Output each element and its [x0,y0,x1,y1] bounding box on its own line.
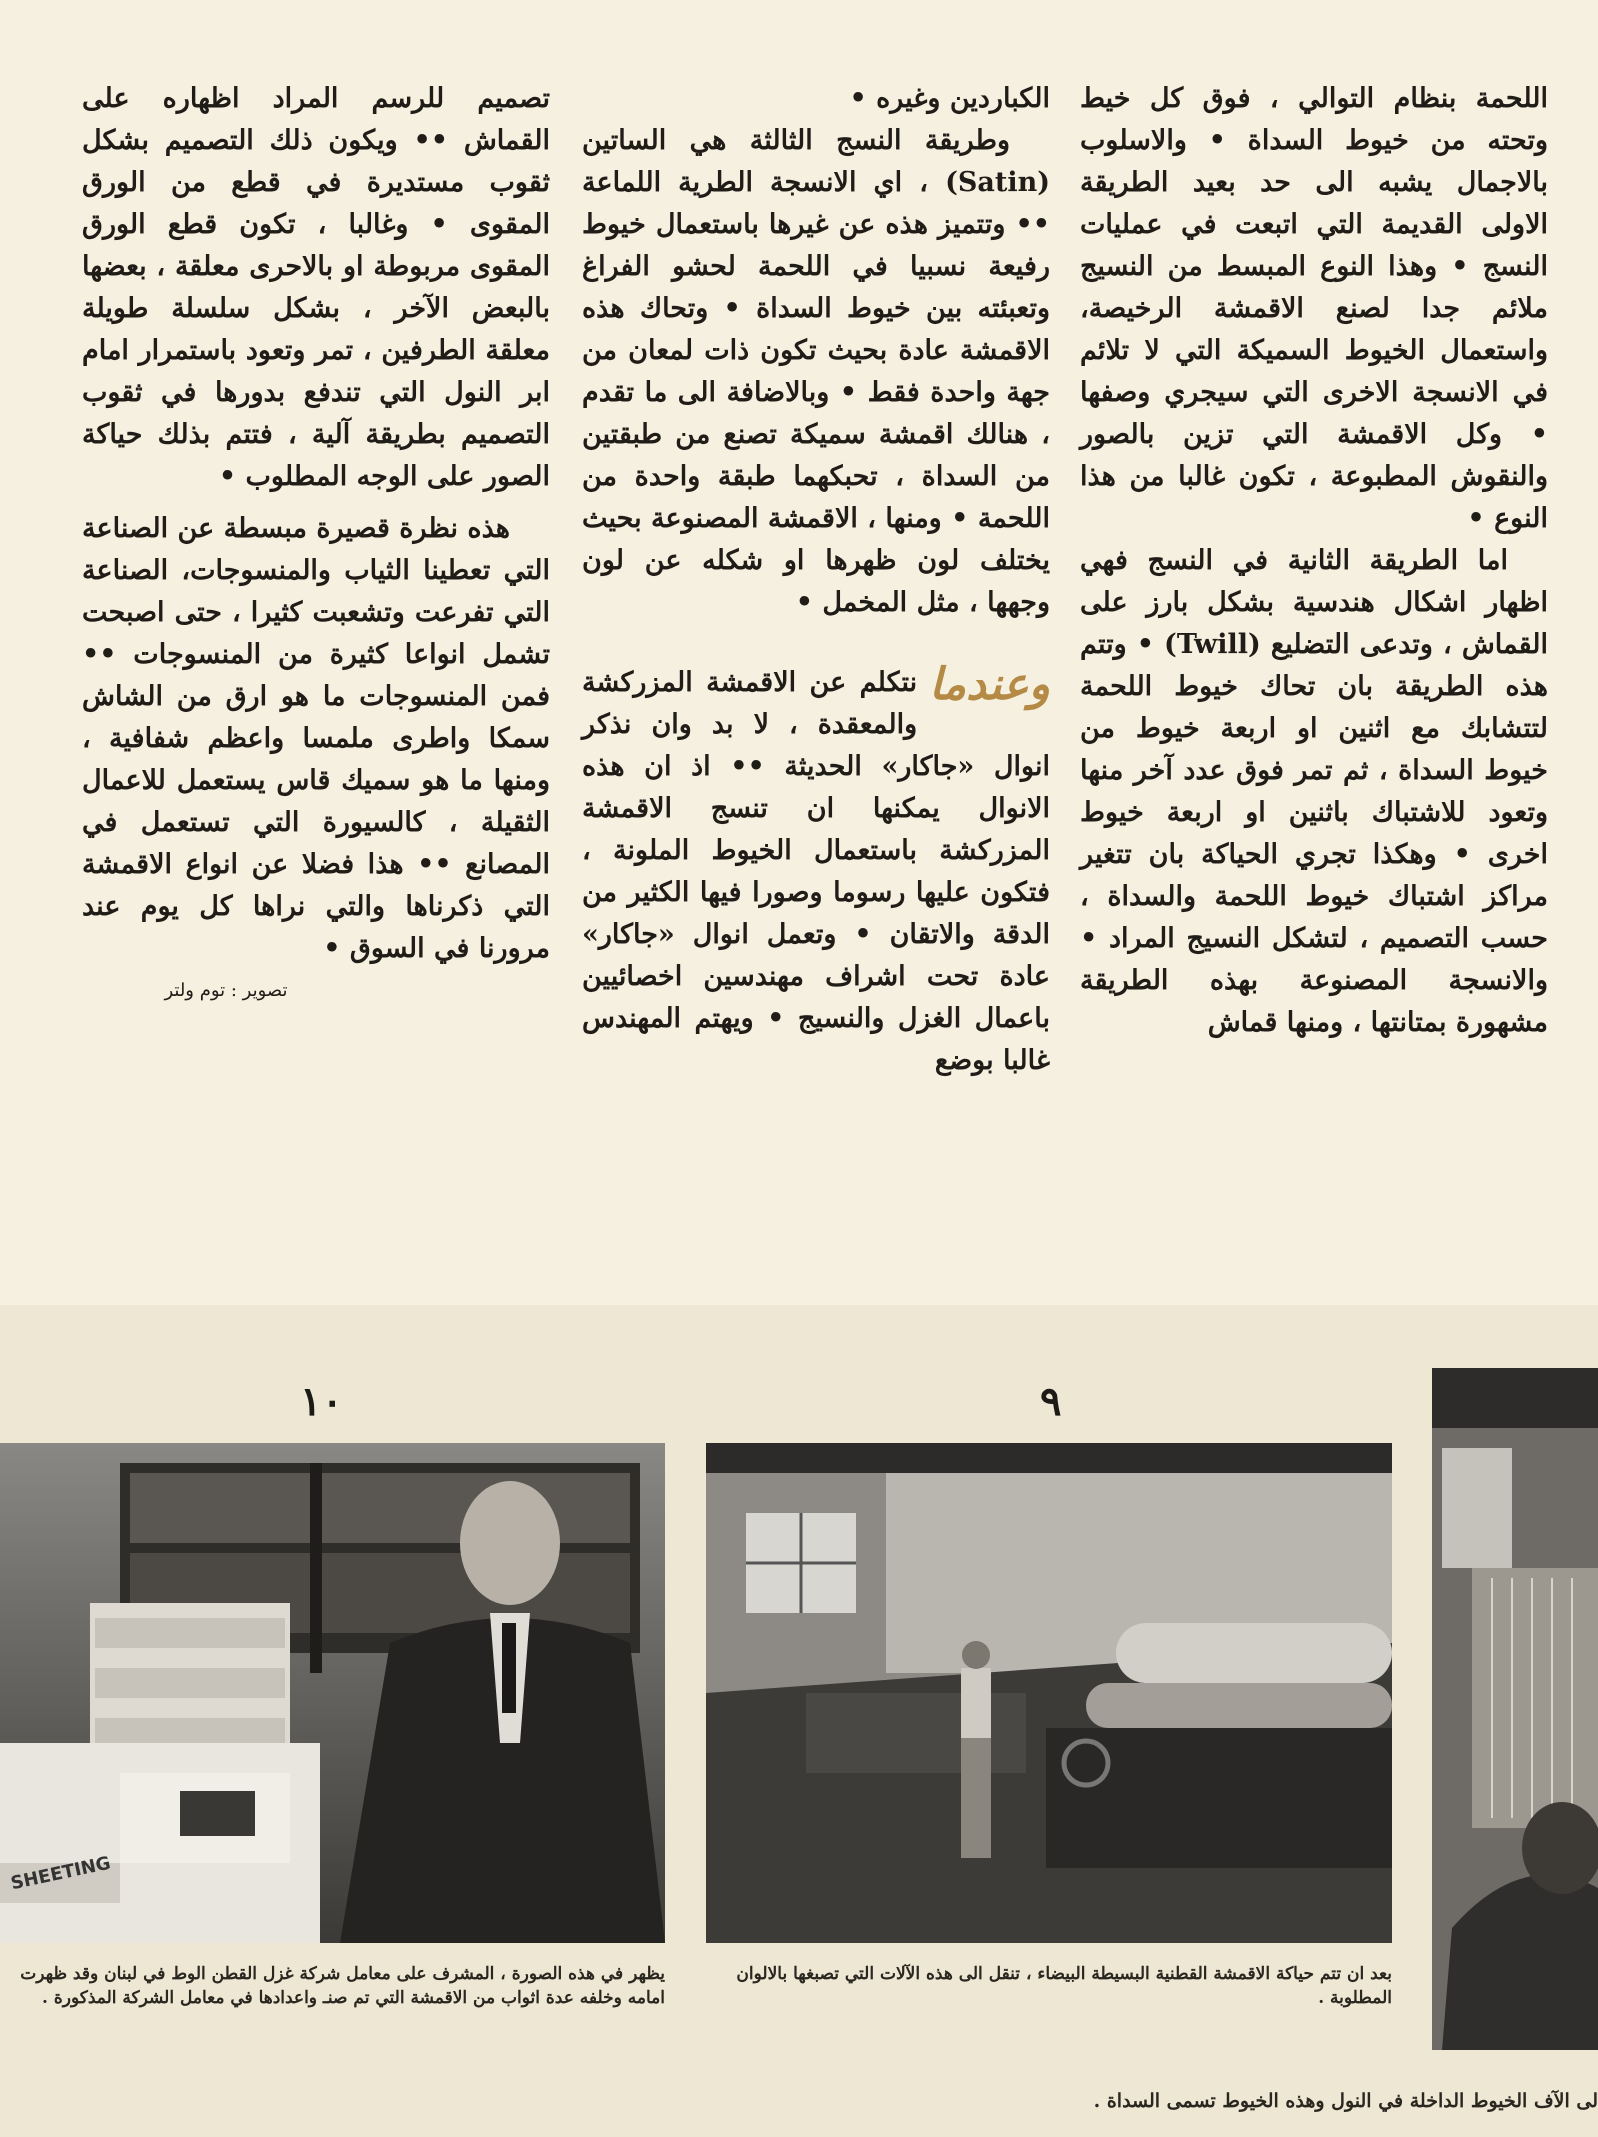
page-number-9: ٩ [1040,1378,1062,1425]
paragraph: الكباردين وغيره • [849,83,1050,114]
paragraph: نتكلم عن الاقمشة المزركشة والمعقدة ، لا بد وان نذكر انوال «جاكار» الحديثة •• اذ ان هذه الانوال يمكنها ان تنسج الاقمشة المزركشة باستعمال الخيوط الملونة ، فتكون عليها رسوما وصورا فيها الكثير من الدقة والاتقان • وتعمل انوال «جاكار» عادة تحت اشراف مهندسين اخصائيين باعمال الغزل والنسيج • ويهتم المهندس غالبا بوضع [582,667,1050,1076]
paragraph: اما الطريقة الثانية في النسج فهي اظهار اشكال هندسية بشكل بارز على القماش ، وتدعى التضليع (Twill) • وتتم هذه الطريقة بان تحاك خيوط اللحمة لتتشابك مع اثنين او اربعة خيوط من خيوط السداة ، ثم تمر فوق عدد آخر منها وتعود للاشتباك باثنين او اربعة خيوط اخرى • وهكذا تجري الحياكة بان تتغير مراكز اشتباك خيوط اللحمة والسداة ، حسب التصميم ، لتشكل النسيج المراد • والانسجة المصنوعة بهذه الطريقة مشهورة بمتانتها ، ومنها قماش [1080,545,1548,1038]
caption-supervisor: يظهر في هذه الصورة ، المشرف على معامل شركة غزل القطن الوط في لبنان وقد ظهرت امامه وخلفه عدة اثواب من الاقمشة التي تم صنـ واعدادها في معامل الشركة المذكورة . [20,1964,665,2008]
photo-loom-illustration [1432,1368,1598,2050]
sheeting-label: SHEETING [8,1852,113,1895]
photo-dyeing-machines [706,1443,1392,1943]
photo-dyeing-illustration [706,1443,1392,1943]
bottom-caption: لى الآف الخيوط الداخلة في النول وهذه الخيوط تسمى السداة . [1093,2090,1598,2112]
paragraph: وطريقة النسج الثالثة هي الساتين (Satin) ، اي الانسجة الطرية اللماعة •• وتتميز هذه عن غيرها باستعمال خيوط رفيعة نسبيا في اللحمة لحشو الفراغ وتعبئته بين خيوط السداة • وتحاك هذه الاقمشة عادة بحيث تكون ذات لمعان من جهة واحدة فقط • وبالاضافة الى ما تقدم ، هنالك اقمشة سميكة تصنع من طبقتين من السداة ، تحبكهما طبقة واحدة من اللحمة • ومنها ، الاقمشة المصنوعة بحيث يختلف لون ظهرها او شكله عن لون وجهها ، مثل المخمل • [582,125,1050,618]
caption-dyeing-machines: بعد ان تتم حياكة الاقمشة القطنية البسيطة البيضاء ، تنقل الى هذه الآلات التي تصبغها بالالوان المطلوبة . [736,1964,1392,2008]
photo-loom-threads [1432,1368,1598,2050]
photo-supervisor [0,1443,665,1943]
text-column-left [82,78,550,1278]
text-column-middle [582,78,1050,1278]
lead-word: وعندما [929,659,1050,710]
paragraph: هذه نظرة قصيرة مبسطة عن الصناعة التي تعطينا الثياب والمنسوجات، الصناعة التي تفرعت وتشعبت كثيرا ، حتى اصبحت تشمل انواعا كثيرة من المنسوجات •• فمن المنسوجات ما هو ارق من الشاش سمكا واطرى ملمسا واعظم شفافية ، ومنها ما هو سميك قاس يستعمل للاعمال الثقيلة ، كالسيورة التي تستعمل في المصانع •• هذا فضلا عن انواع الاقمشة التي ذكرناها والتي نراها كل يوم عند مرورنا في السوق • [82,513,550,964]
text-column-right [1080,78,1548,1278]
lead-paragraph [582,659,1050,1082]
page-number-10: ١٠ [300,1378,343,1425]
paragraph: تصميم للرسم المراد اظهاره على القماش •• ويكون ذلك التصميم بشكل ثقوب مستديرة في قطع من الورق المقوى • وغالبا ، تكون قطع الورق المقوى مربوطة او بالاحرى معلقة ، بعضها بالبعض الآخر ، بشكل سلسلة طويلة معلقة الطرفين ، تمر وتعود باستمرار امام ابر النول التي تندفع بدورها في ثقوب التصميم بطريقة آلية ، فتتم بذلك حياكة الصور على الوجه المطلوب • [82,83,550,492]
photo-credit: تصوير : توم ولتر [164,980,288,1001]
paragraph: اللحمة بنظام التوالي ، فوق كل خيط وتحته من خيوط السداة • والاسلوب بالاجمال يشبه الى حد بعيد الطريقة الاولى القديمة التي اتبعت في عمليات النسج • وهذا النوع المبسط من النسيج ملائم جدا لصنع الاقمشة الرخيصة، واستعمال الخيوط السميكة التي لا تلائم في الانسجة الاخرى التي سيجري وصفها • وكل الاقمشة التي تزين بالصور والنقوش المطبوعة ، تكون غالبا من هذا النوع • [1080,83,1548,534]
